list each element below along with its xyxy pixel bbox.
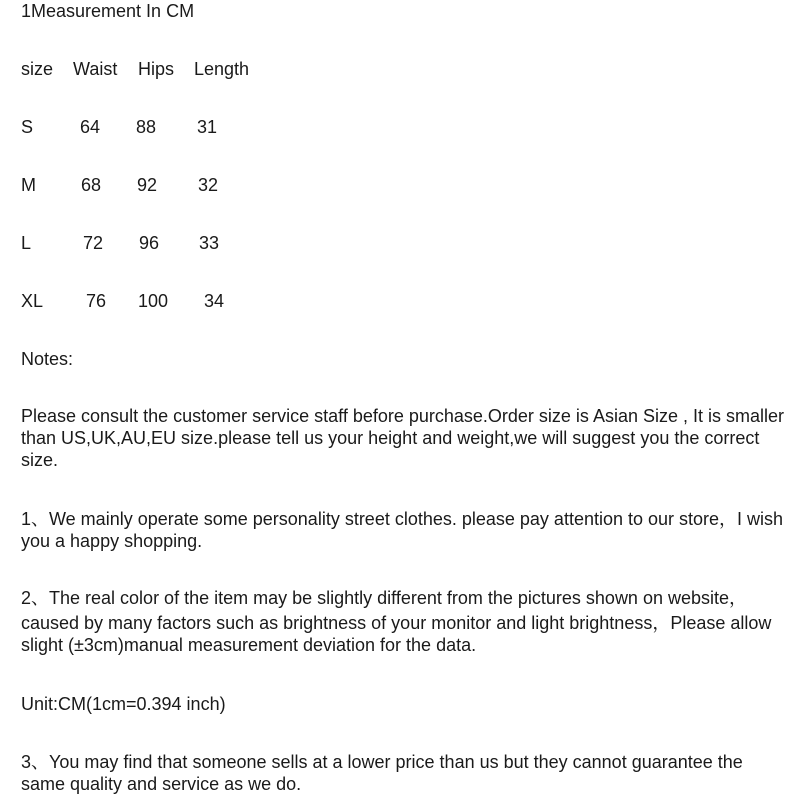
paragraph-line: 2、The real color of the item may be slightly different from the pictures shown on website， bbox=[21, 588, 748, 608]
note-1-paragraph bbox=[21, 508, 786, 552]
header-length: Length bbox=[194, 59, 250, 79]
waist-cell: 68 bbox=[81, 175, 102, 195]
header-size: size bbox=[21, 59, 54, 79]
size-cell: L bbox=[21, 233, 32, 253]
length-cell: 34 bbox=[204, 291, 225, 311]
page-title: 1Measurement In CM bbox=[21, 1, 195, 21]
header-hips: Hips bbox=[138, 59, 175, 79]
waist-cell: 64 bbox=[80, 117, 101, 137]
paragraph-line: same quality and service as we do. bbox=[21, 774, 302, 794]
paragraph-line: you a happy shopping. bbox=[21, 531, 203, 551]
waist-cell: 76 bbox=[86, 291, 107, 311]
hips-cell: 92 bbox=[137, 175, 158, 195]
waist-cell: 72 bbox=[83, 233, 104, 253]
paragraph-line: caused by many factors such as brightness of your monitor and light brightness，Please allow bbox=[21, 613, 772, 633]
paragraph-line: 3、You may find that someone sells at a lower price than us but they cannot guarantee the bbox=[21, 752, 743, 772]
length-cell: 31 bbox=[197, 117, 218, 137]
hips-cell: 96 bbox=[139, 233, 160, 253]
paragraph-line: size. bbox=[21, 450, 59, 470]
hips-cell: 88 bbox=[136, 117, 157, 137]
header-waist: Waist bbox=[73, 59, 118, 79]
paragraph-line: 1、We mainly operate some personality street clothes. please pay attention to our store，I wish bbox=[21, 509, 784, 529]
hips-cell: 100 bbox=[138, 291, 169, 311]
size-cell: M bbox=[21, 175, 36, 195]
paragraph-line: Please consult the customer service staff before purchase.Order size is Asian Size , It is smaller bbox=[21, 406, 784, 426]
size-cell: S bbox=[21, 117, 34, 137]
paragraph-line: Unit:CM(1cm=0.394 inch) bbox=[21, 694, 226, 714]
note-2-paragraph bbox=[21, 587, 786, 656]
unit-note bbox=[21, 693, 786, 715]
length-cell: 33 bbox=[199, 233, 220, 253]
note-3-paragraph bbox=[21, 751, 786, 795]
notes-label: Notes: bbox=[21, 349, 74, 369]
paragraph-line: slight (±3cm)manual measurement deviation for the data. bbox=[21, 635, 477, 655]
consult-paragraph bbox=[21, 405, 786, 471]
length-cell: 32 bbox=[198, 175, 219, 195]
size-cell: XL bbox=[21, 291, 44, 311]
paragraph-line: than US,UK,AU,EU size.please tell us your height and weight,we will suggest you the correct bbox=[21, 428, 760, 448]
